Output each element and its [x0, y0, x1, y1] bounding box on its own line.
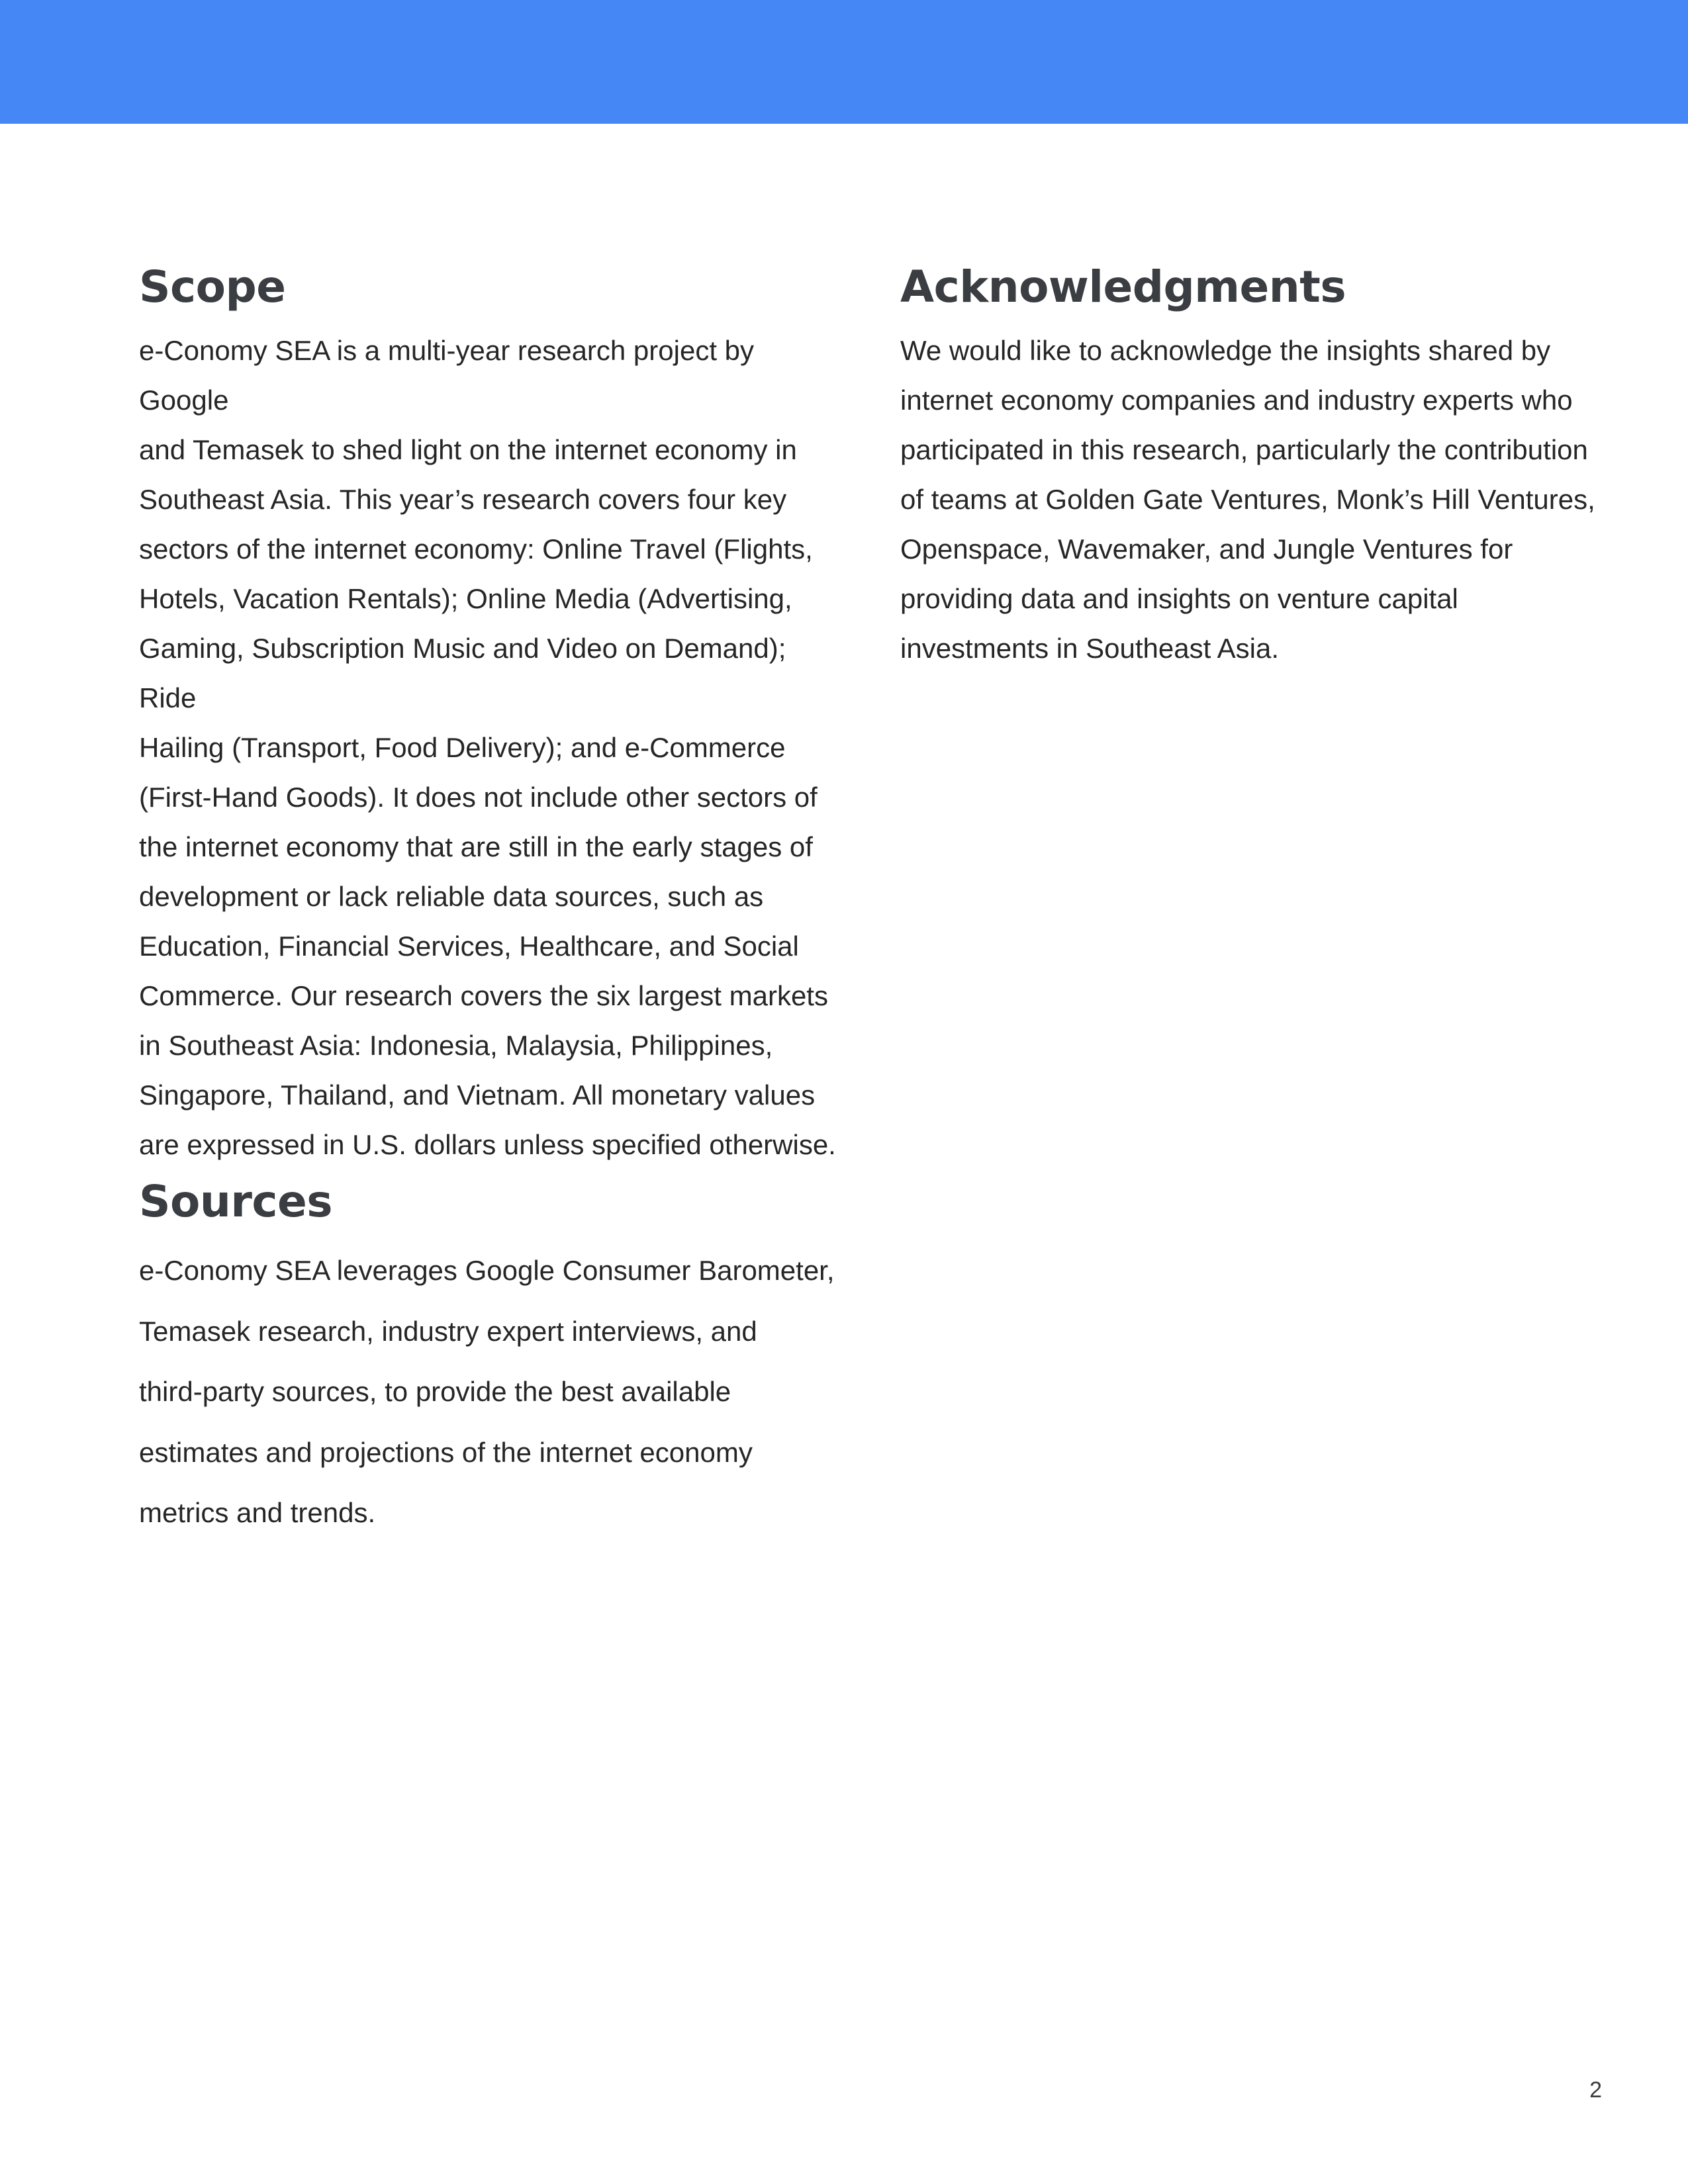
header-band: [0, 0, 1688, 124]
scope-body: e-Conomy SEA is a multi-year research project by Google and Temasek to shed light on the internet economy in Southeast Asia. This year’s research covers four key sectors of the internet economy: Online Travel (Flights, Hotels, Vacation Rentals); Online Media (Advertising, Gaming, Subscription Music and Video on Demand); Ride Hailing (Transport, Food Delivery); and e-Commerce (First-Hand Goods). It does not include other sectors of the internet economy that are still in the early stages of development or lack reliable data sources, such as Education, Financial Services, Healthcare, and Social Commerce. Our research covers the six largest markets in Southeast Asia: Indonesia, Malaysia, Philippines, Singapore, Thailand, and Vietnam. All monetary values are expressed in U.S. dollars unless specified otherwise.: [139, 335, 836, 1160]
scope-heading: Scope: [139, 261, 286, 312]
sources-section: [139, 1175, 841, 1543]
page-number: 2: [1589, 2077, 1602, 2103]
sources-heading: Sources: [139, 1176, 333, 1227]
sources-body: e-Conomy SEA leverages Google Consumer Barometer, Temasek research, industry expert interviews, and third-party sources, to provide the best available estimates and projections of the internet economy metrics and trends.: [139, 1255, 835, 1528]
acknowledgments-section: [900, 261, 1602, 673]
scope-section: [139, 261, 841, 1169]
acknowledgments-body: We would like to acknowledge the insights shared by internet economy companies and industry experts who participated in this research, particularly the contribution of teams at Golden Gate Ventures, Monk’s Hill Ventures, Openspace, Wavemaker, and Jungle Ventures for providing data and insights on venture capital investments in Southeast Asia.: [900, 335, 1595, 664]
acknowledgments-heading: Acknowledgments: [900, 261, 1346, 312]
